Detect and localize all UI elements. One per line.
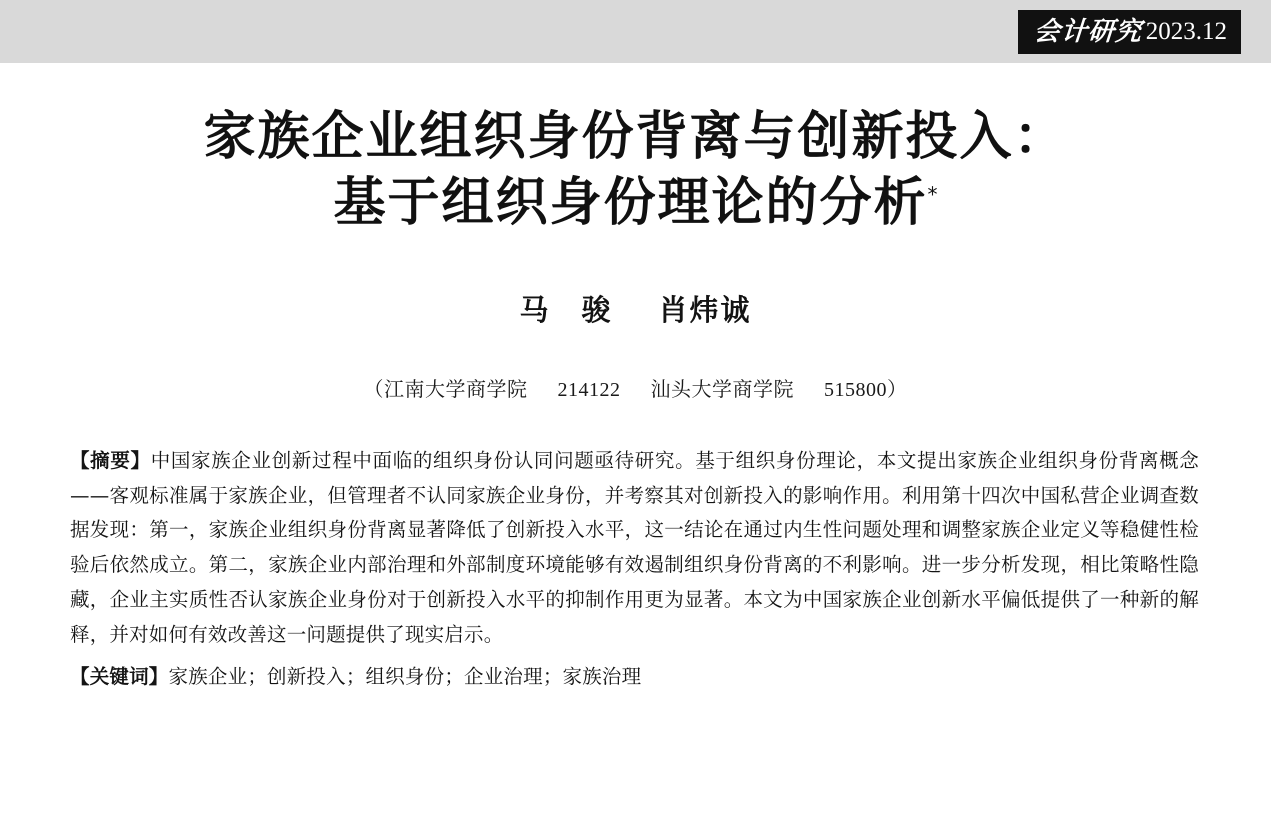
affiliation-close-paren: ） [887,379,908,402]
author-name-2: 肖炜诚 [658,293,752,328]
title-line-2 [0,171,1271,237]
author-list [0,288,1271,329]
affiliation-postcode-2: 515800 [824,379,887,402]
page-title [0,105,1271,236]
header-band [0,0,1271,63]
journal-badge [1018,10,1241,54]
affiliation [0,373,1271,402]
keywords-text: 家族企业；创新投入；组织身份；企业治理；家族治理 [168,665,642,689]
affiliation-institution-1: 江南大学商学院 [384,379,528,402]
journal-issue: 2023.12 [1145,18,1227,45]
author-name-1: 马 骏 [519,293,613,328]
affiliation-open-paren: （ [363,379,384,402]
affiliation-institution-2: 汕头大学商学院 [650,379,794,402]
title-footnote-marker: * [927,182,938,207]
keywords-section [70,660,1199,695]
abstract-section [70,444,1199,652]
abstract-text: 中国家族企业创新过程中面临的组织身份认同问题亟待研究。基于组织身份理论，本文提出家族企业组织身份背离概念——客观标准属于家族企业，但管理者不认同家族企业身份，并考察其对创新投入的影响作用。利用第十四次中国私营企业调查数据发现：第一，家族企业组织身份背离显著降低了创新投入水平，这一结论在通过内生性问题处理和调整家族企业定义等稳健性检验后依然成立。第二，家族企业内部治理和外部制度环境能够有效遏制组织身份背离的不利影响。进一步分析发现，相比策略性隐藏，企业主实质性否认家族企业身份对于创新投入水平的抑制作用更为显著。本文为中国家族企业创新水平偏低提供了一种新的解释，并对如何有效改善这一问题提供了现实启示。 [70,449,1199,646]
keywords-label: 【关键词】 [70,665,169,689]
affiliation-postcode-1: 214122 [557,379,621,402]
journal-name: 会计研究 [1032,16,1143,47]
title-line-1: 家族企业组织身份背离与创新投入： [203,107,1068,167]
abstract-label: 【摘要】 [70,449,151,473]
title-line-2-text: 基于组织身份理论的分析 [333,172,928,233]
